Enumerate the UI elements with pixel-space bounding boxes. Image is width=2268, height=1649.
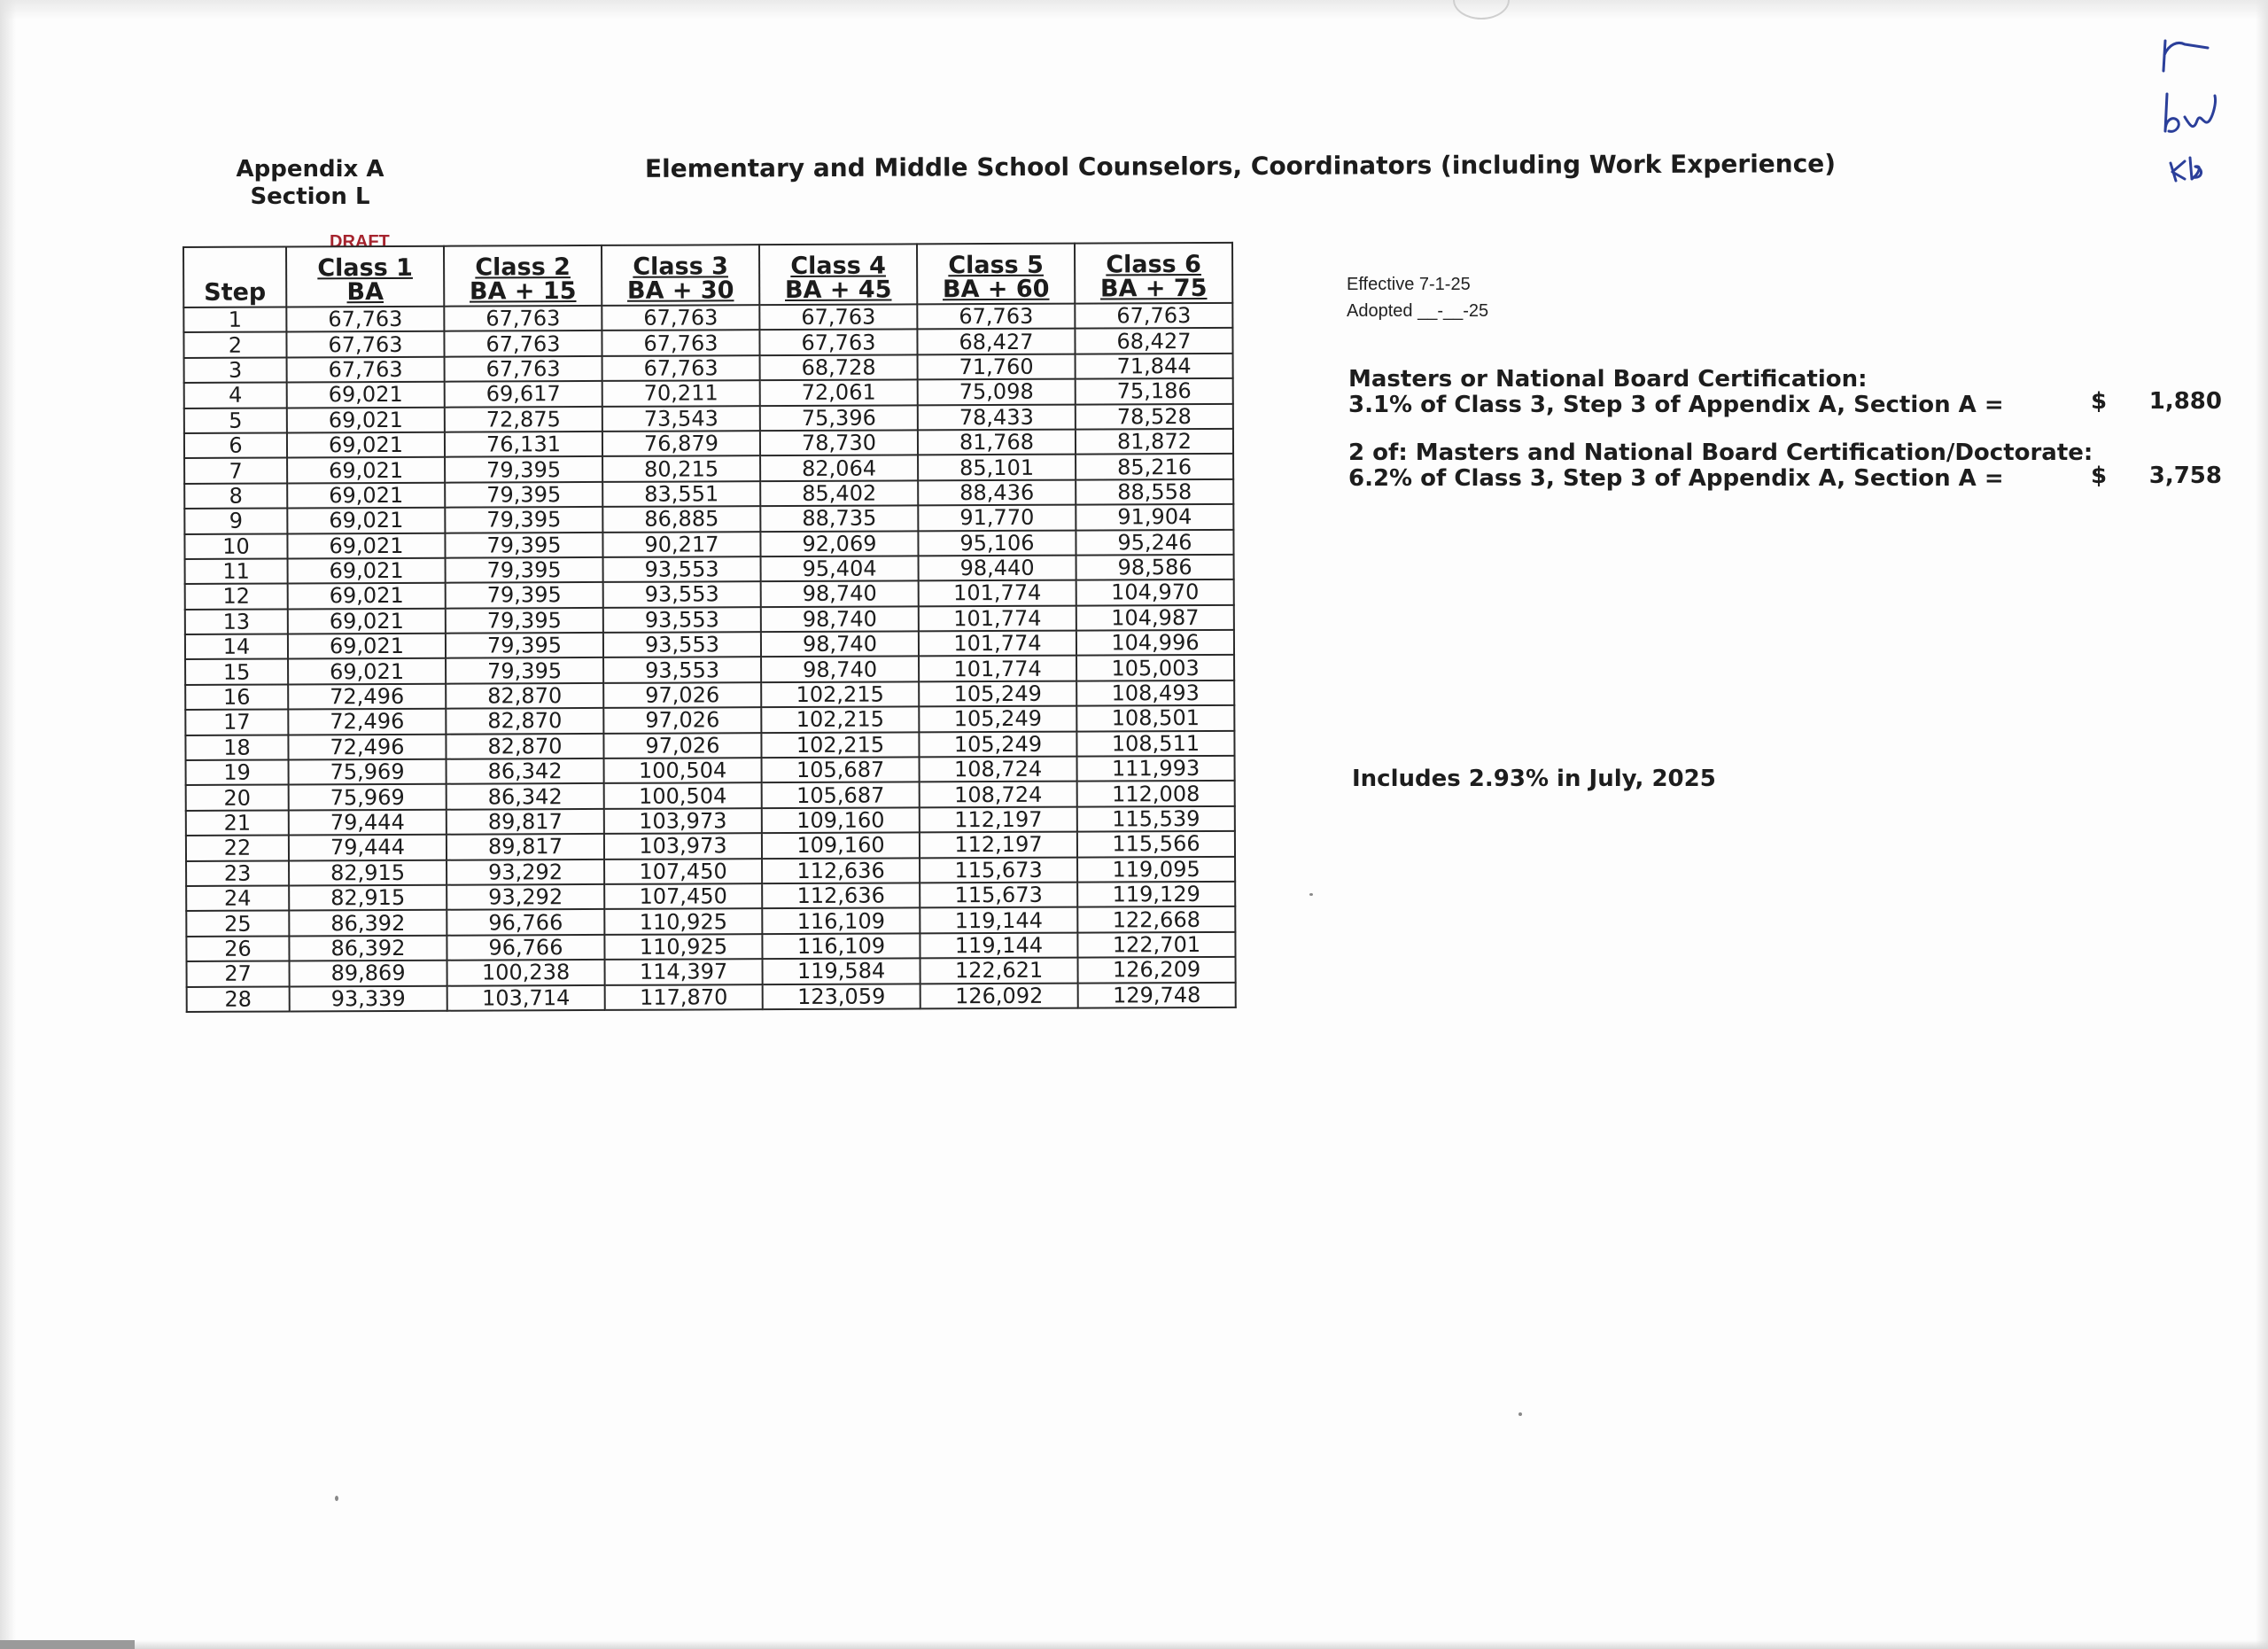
salary-cell: 75,396: [760, 405, 918, 431]
salary-cell: 93,553: [603, 657, 761, 683]
class-name: Class 1: [317, 253, 413, 283]
step-cell: 15: [185, 659, 288, 685]
salary-cell: 79,444: [289, 835, 447, 860]
salary-cell: 79,395: [445, 482, 602, 508]
salary-cell: 75,186: [1076, 378, 1233, 404]
salary-cell: 69,021: [287, 382, 445, 408]
salary-cell: 93,553: [603, 581, 761, 607]
combined-detail: 6.2% of Class 3, Step 3 of Appendix A, Section A =: [1348, 465, 2004, 492]
handwritten-initials-signature: [2153, 32, 2250, 191]
salary-cell: 82,870: [446, 708, 603, 734]
salary-cell: 115,673: [920, 883, 1077, 908]
salary-cell: 82,870: [446, 683, 603, 709]
salary-cell: 119,144: [920, 907, 1077, 933]
scan-speck: [1518, 1412, 1522, 1416]
salary-cell: 86,392: [289, 935, 447, 961]
step-cell: 25: [186, 911, 289, 937]
salary-cell: 69,021: [288, 583, 446, 609]
step-cell: 2: [183, 332, 286, 358]
salary-cell: 79,444: [289, 810, 447, 836]
step-cell: 20: [186, 785, 289, 811]
class-name: Class 2: [475, 253, 571, 282]
salary-cell: 116,109: [762, 933, 920, 959]
salary-cell: 101,774: [919, 605, 1076, 631]
salary-cell: 76,879: [602, 431, 760, 456]
header-row: [183, 243, 1232, 307]
salary-cell: 79,395: [446, 557, 603, 583]
salary-cell: 89,817: [447, 834, 604, 860]
step-cell: 27: [187, 961, 290, 987]
step-cell: 24: [186, 885, 289, 911]
draft-stamp: DRAFT: [330, 232, 390, 252]
salary-cell: 97,026: [603, 682, 761, 708]
salary-cell: 69,021: [287, 432, 445, 458]
salary-cell: 90,217: [602, 532, 760, 557]
class-degree: BA + 75: [1099, 274, 1208, 303]
salary-cell: 69,021: [287, 457, 445, 483]
salary-cell: 78,433: [918, 404, 1076, 430]
salary-cell: 126,209: [1078, 957, 1236, 983]
salary-cell: 67,763: [287, 356, 445, 382]
salary-cell: 95,404: [761, 556, 919, 581]
initials-rc-stroke: [2163, 41, 2208, 71]
step-cell: 7: [184, 458, 287, 484]
salary-cell: 115,566: [1077, 831, 1235, 857]
salary-cell: 104,987: [1076, 605, 1234, 631]
salary-cell: 122,668: [1077, 906, 1235, 932]
class-name: Class 6: [1106, 250, 1201, 279]
salary-cell: 105,003: [1076, 655, 1234, 681]
salary-cell: 114,397: [605, 959, 763, 984]
salary-cell: 98,740: [761, 606, 919, 632]
salary-cell: 102,215: [761, 707, 919, 733]
salary-cell: 119,584: [763, 959, 920, 984]
salary-cell: 86,392: [289, 910, 447, 936]
salary-schedule-table: [183, 242, 1237, 1013]
salary-cell: 111,993: [1077, 756, 1235, 782]
salary-cell: 100,504: [604, 783, 762, 809]
scan-edge-left: [0, 0, 16, 1649]
class-4-header: [759, 244, 917, 305]
page-title: Elementary and Middle School Counselors, Coordinators (including Work Experience): [644, 149, 1837, 183]
step-cell: 26: [186, 936, 289, 961]
step-cell: 12: [185, 584, 288, 610]
salary-cell: 85,402: [760, 480, 918, 506]
salary-cell: 89,869: [290, 961, 447, 986]
salary-cell: 67,763: [602, 305, 759, 331]
salary-cell: 112,197: [920, 832, 1077, 858]
salary-cell: 67,763: [1075, 303, 1232, 329]
salary-cell: 68,728: [760, 354, 918, 380]
salary-cell: 98,740: [761, 631, 919, 657]
salary-cell: 72,496: [288, 734, 446, 759]
salary-cell: 122,701: [1077, 932, 1235, 958]
salary-cell: 68,427: [1075, 328, 1232, 354]
table-row: [187, 982, 1236, 1012]
salary-cell: 96,766: [447, 909, 604, 935]
salary-cell: 89,817: [447, 809, 604, 835]
salary-cell: 108,493: [1076, 681, 1234, 706]
step-cell: 23: [186, 860, 289, 886]
salary-cell: 122,621: [920, 958, 1078, 984]
salary-cell: 69,021: [288, 608, 446, 634]
step-cell: 19: [186, 760, 289, 786]
salary-cell: 92,069: [760, 531, 918, 556]
salary-cell: 102,215: [761, 681, 919, 707]
salary-cell: 75,969: [289, 784, 447, 810]
salary-cell: 109,160: [762, 833, 920, 859]
step-cell: 8: [184, 483, 287, 509]
salary-cell: 119,144: [920, 932, 1077, 958]
salary-cell: 112,636: [762, 883, 920, 908]
salary-cell: 102,215: [761, 732, 919, 758]
salary-cell: 97,026: [603, 733, 761, 758]
salary-cell: 78,730: [760, 430, 918, 455]
salary-cell: 82,915: [289, 860, 447, 885]
step-cell: 11: [185, 558, 288, 584]
table-header: [183, 243, 1232, 307]
salary-cell: 91,770: [918, 505, 1076, 531]
salary-cell: 80,215: [602, 456, 760, 482]
salary-cell: 79,395: [446, 582, 603, 608]
salary-cell: 108,501: [1076, 705, 1234, 731]
salary-cell: 96,766: [447, 935, 604, 961]
salary-cell: 108,724: [920, 782, 1077, 807]
salary-cell: 68,427: [917, 329, 1075, 354]
salary-cell: 70,211: [602, 380, 760, 406]
salary-cell: 71,760: [918, 354, 1076, 379]
salary-cell: 67,763: [445, 356, 602, 382]
salary-cell: 123,059: [763, 984, 920, 1009]
step-cell: 14: [185, 634, 288, 660]
scan-speck: [1309, 893, 1313, 896]
masters-detail: 3.1% of Class 3, Step 3 of Appendix A, Section A =: [1348, 392, 2004, 418]
salary-cell: 72,061: [760, 380, 918, 406]
salary-cell: 76,131: [445, 432, 602, 457]
salary-cell: 103,973: [604, 833, 762, 859]
effective-block: [1347, 271, 1488, 324]
salary-cell: 91,904: [1076, 504, 1233, 530]
step-header: Step: [183, 246, 286, 307]
salary-cell: 100,504: [604, 758, 762, 783]
salary-cell: 93,339: [290, 985, 447, 1011]
initials-bh-stroke: [2165, 94, 2216, 131]
salary-cell: 93,292: [447, 860, 604, 885]
salary-cell: 79,395: [445, 532, 602, 557]
salary-cell: 72,496: [288, 709, 446, 735]
salary-cell: 86,885: [602, 506, 760, 532]
class-degree: BA + 30: [626, 276, 734, 305]
salary-cell: 88,735: [760, 506, 918, 532]
step-cell: 28: [187, 986, 290, 1012]
step-cell: 3: [184, 357, 287, 383]
class-2-header: [444, 245, 602, 307]
salary-cell: 79,395: [446, 657, 603, 683]
salary-cell: 69,021: [287, 508, 445, 533]
masters-heading: Masters or National Board Certification:: [1348, 366, 1868, 393]
salary-cell: 93,553: [603, 556, 761, 582]
appendix-label: [204, 156, 416, 211]
effective-date: Effective 7-1-25: [1347, 275, 1471, 294]
salary-cell: 103,973: [604, 808, 762, 834]
combined-amount: [2091, 463, 2222, 489]
salary-cell: 67,763: [602, 355, 760, 381]
salary-cell: 107,450: [604, 883, 762, 909]
masters-certification-block: [1348, 367, 2004, 418]
scan-edge-top: [0, 0, 2268, 19]
masters-amount: [2091, 388, 2222, 415]
salary-cell: 110,925: [604, 934, 762, 960]
amount-value: 1,880: [2148, 388, 2222, 415]
salary-cell: 108,511: [1076, 730, 1234, 756]
class-name: Class 4: [790, 252, 886, 281]
class-name: Class 3: [633, 253, 728, 281]
salary-cell: 116,109: [762, 908, 920, 934]
salary-cell: 129,748: [1078, 982, 1236, 1007]
class-degree: BA + 60: [942, 275, 1050, 304]
class-degree: BA + 15: [469, 277, 577, 306]
class-degree: BA: [346, 278, 384, 307]
scan-speck: [335, 1496, 338, 1501]
scan-edge-bottom: [0, 1640, 2268, 1649]
salary-cell: 69,021: [288, 658, 446, 684]
salary-cell: 69,617: [445, 381, 602, 407]
salary-cell: 105,249: [919, 731, 1076, 757]
salary-cell: 126,092: [920, 983, 1078, 1008]
salary-cell: 79,395: [446, 633, 603, 658]
adopted-date: Adopted __-__-25: [1347, 301, 1489, 321]
currency-symbol: $: [2091, 388, 2108, 415]
salary-cell: 69,021: [288, 634, 446, 659]
salary-cell: 98,440: [919, 556, 1076, 581]
salary-cell: 104,970: [1076, 579, 1234, 605]
salary-cell: 78,528: [1076, 403, 1233, 429]
salary-cell: 105,687: [762, 782, 920, 808]
salary-cell: 67,763: [444, 306, 602, 331]
section-line: Section L: [250, 183, 370, 210]
salary-cell: 105,249: [919, 706, 1076, 732]
salary-cell: 81,872: [1076, 429, 1233, 455]
currency-symbol: $: [2091, 463, 2108, 489]
combined-heading: 2 of: Masters and National Board Certification/Doctorate:: [1348, 439, 2093, 466]
class-3-header: [602, 245, 759, 306]
step-cell: 16: [185, 684, 288, 710]
salary-cell: 88,558: [1076, 479, 1233, 505]
step-cell: 18: [185, 735, 288, 760]
class-6-header: [1075, 243, 1232, 304]
salary-cell: 72,875: [445, 406, 602, 432]
salary-cell: 107,450: [604, 859, 762, 884]
salary-cell: 101,774: [919, 656, 1076, 681]
salary-cell: 82,064: [760, 455, 918, 481]
salary-cell: 69,021: [287, 482, 445, 508]
salary-cell: 69,021: [288, 558, 446, 584]
combined-certification-block: [1348, 440, 2093, 492]
salary-cell: 79,395: [445, 507, 602, 533]
salary-cell: 85,101: [918, 455, 1076, 480]
salary-cell: 82,870: [446, 734, 603, 759]
salary-cell: 79,395: [446, 608, 603, 634]
amount-value: 3,758: [2148, 463, 2222, 489]
salary-cell: 83,551: [602, 481, 760, 507]
initials-kb-stroke: [2171, 158, 2202, 181]
salary-cell: 105,687: [762, 757, 920, 782]
salary-cell: 95,246: [1076, 529, 1233, 555]
salary-cell: 82,915: [289, 885, 447, 911]
salary-cell: 100,238: [447, 960, 605, 985]
salary-cell: 93,553: [603, 607, 761, 633]
salary-cell: 67,763: [444, 331, 602, 356]
salary-cell: 110,925: [604, 909, 762, 935]
salary-cell: 98,586: [1076, 555, 1234, 580]
class-5-header: [917, 244, 1075, 305]
salary-cell: 119,095: [1077, 856, 1235, 882]
salary-cell: 112,197: [920, 806, 1077, 832]
salary-cell: 97,026: [603, 707, 761, 733]
salary-cell: 93,292: [447, 884, 604, 910]
salary-cell: 69,021: [287, 407, 445, 432]
step-cell: 5: [184, 408, 287, 433]
salary-cell: 109,160: [762, 807, 920, 833]
salary-cell: 86,342: [447, 758, 604, 784]
salary-cell: 67,763: [286, 331, 444, 357]
salary-cell: 115,673: [920, 857, 1077, 883]
step-cell: 10: [184, 533, 287, 559]
salary-cell: 67,763: [602, 331, 759, 356]
salary-cell: 117,870: [605, 984, 763, 1010]
salary-cell: 112,008: [1077, 781, 1235, 806]
salary-cell: 67,763: [286, 307, 444, 332]
salary-cell: 67,763: [759, 330, 917, 355]
step-cell: 4: [184, 383, 287, 408]
salary-cell: 67,763: [759, 304, 917, 330]
salary-cell: 95,106: [918, 530, 1076, 556]
salary-cell: 67,763: [917, 304, 1075, 330]
salary-cell: 75,969: [289, 759, 447, 785]
salary-cell: 103,714: [447, 984, 605, 1010]
step-cell: 6: [184, 432, 287, 458]
salary-cell: 69,021: [287, 533, 445, 558]
step-cell: 21: [186, 810, 289, 836]
salary-cell: 71,844: [1076, 354, 1233, 379]
step-cell: 9: [184, 509, 287, 534]
salary-cell: 101,774: [919, 580, 1076, 606]
salary-cell: 75,098: [918, 379, 1076, 405]
step-cell: 1: [183, 307, 286, 332]
salary-cell: 88,436: [918, 479, 1076, 505]
scan-edge-right: [2256, 0, 2268, 1649]
salary-cell: 119,129: [1077, 882, 1235, 907]
salary-cell: 73,543: [602, 406, 760, 432]
salary-cell: 79,395: [445, 456, 602, 482]
step-cell: 22: [186, 836, 289, 861]
scan-edge-bottom-shadow: [0, 1640, 135, 1649]
salary-cell: 105,249: [919, 681, 1076, 706]
class-1-header: [286, 246, 444, 307]
salary-cell: 72,496: [288, 684, 446, 710]
salary-cell: 112,636: [762, 858, 920, 883]
table-body: [183, 303, 1235, 1012]
class-name: Class 5: [948, 251, 1044, 280]
salary-cell: 81,768: [918, 430, 1076, 455]
salary-cell: 108,724: [920, 757, 1077, 782]
step-cell: 13: [185, 609, 288, 634]
salary-cell: 115,539: [1077, 806, 1235, 832]
salary-cell: 93,553: [603, 632, 761, 657]
salary-cell: 98,740: [761, 581, 919, 607]
class-degree: BA + 45: [784, 276, 892, 305]
appendix-line: Appendix A: [236, 156, 384, 183]
salary-cell: 98,740: [761, 657, 919, 682]
salary-cell: 86,342: [447, 783, 604, 809]
step-cell: 17: [185, 710, 288, 735]
salary-cell: 101,774: [919, 631, 1076, 657]
salary-cell: 85,216: [1076, 454, 1233, 479]
salary-cell: 104,996: [1076, 630, 1234, 656]
includes-note: Includes 2.93% in July, 2025: [1352, 766, 1716, 792]
